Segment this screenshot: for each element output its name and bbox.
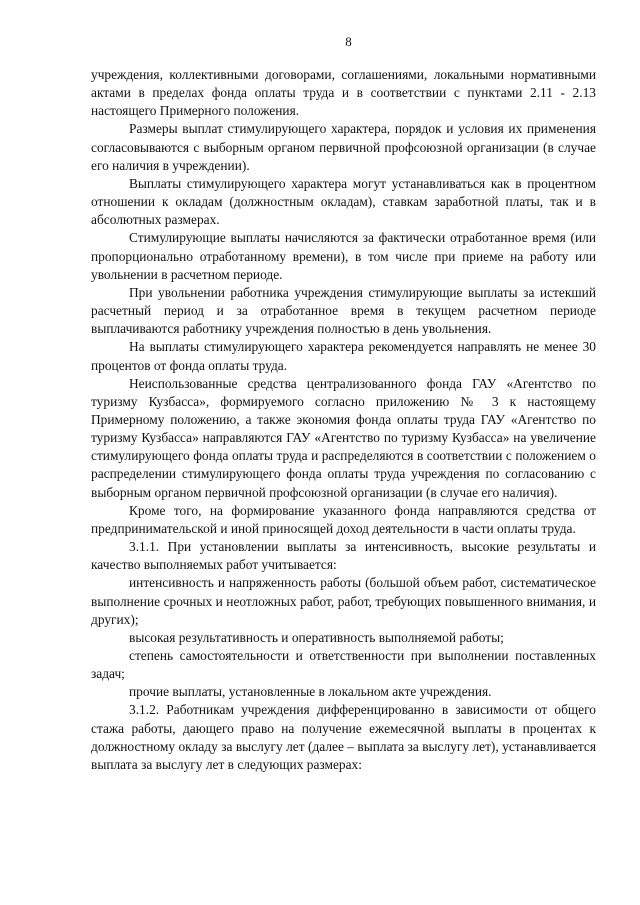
list-item-independence: степень самостоятельности и ответственности при выполнении поставленных задач; — [91, 648, 596, 682]
page-number: 8 — [345, 34, 352, 49]
paragraph-additional-funds: Кроме того, на формирование указанного фонда направляются средства от предпринимательской и иной приносящей доход деятельности в части оплаты труда. — [91, 502, 596, 536]
paragraph-payment-forms: Выплаты стимулирующего характера могут устанавливаться как в процентном отношении к окладам (должностным окладам), ставкам заработной платы, так и в абсолютных размерах. — [91, 175, 596, 228]
paragraph-continuation: учреждения, коллективными договорами, соглашениями, локальными нормативными актами в пределах фонда оплаты труда и в соответствии с пунктами 2.11 - 2.13 настоящего Примерного положения. — [91, 67, 596, 119]
paragraph-dismissal: При увольнении работника учреждения стимулирующие выплаты за истекший расчетный период и за отработанное время в текущем расчетном периоде выплачиваются работнику учреждения полностью в день увольнения. — [91, 284, 596, 337]
list-item-other-payments: прочие выплаты, установленные в локальном акте учреждения. — [129, 684, 492, 700]
paragraph-stimulus-agreement: Размеры выплат стимулирующего характера, порядок и условия их применения согласовываются с выборным органом первичной профсоюзной организации (в случае его наличия в учреждении). — [91, 121, 596, 173]
clause-3-1-1: 3.1.1. При установлении выплаты за интенсивность, высокие результаты и качество выполняемых работ учитывается: — [91, 539, 596, 573]
paragraph-unused-funds: Неиспользованные средства централизованного фонда ГАУ «Агентство по туризму Кузбасса», формируемого согласно приложению № 3 к настоящему Примерному положению, а также экономия фонда оплаты труда ГАУ «Агентство по туризму Кузбасса» направляются ГАУ «Агентство по туризму Кузбасса» на увеличение стимулирующего фонда оплаты труда и распределяются в соответствии с положением о распределении стимулирующего фонда оплаты труда учреждения по согласованию с выборным органом первичной профсоюзной организации (в случае его наличия). — [91, 375, 596, 500]
paragraph-share: На выплаты стимулирующего характера рекомендуется направлять не менее 30 процентов от фонда оплаты труда. — [91, 339, 596, 373]
list-item-performance: высокая результативность и оперативность выполняемой работы; — [129, 629, 504, 645]
list-item-intensity: интенсивность и напряженность работы (большой объем работ, систематическое выполнение срочных и неотложных работ, работ, требующих повышенного внимания, и других); — [91, 575, 596, 627]
paragraph-accrual: Стимулирующие выплаты начисляются за фактически отработанное время (или пропорционально отработанному времени), в том числе при приеме на работу или увольнении в расчетном периоде. — [91, 230, 596, 282]
clause-3-1-2: 3.1.2. Работникам учреждения дифференцированно в зависимости от общего стажа работы, дающего право на получение ежемесячной выплаты в процентах к должностному окладу за выслугу лет (далее – выплата за выслугу лет), устанавливается выплата за выслугу лет в следующих размерах: — [91, 702, 596, 772]
document-body — [91, 66, 596, 774]
